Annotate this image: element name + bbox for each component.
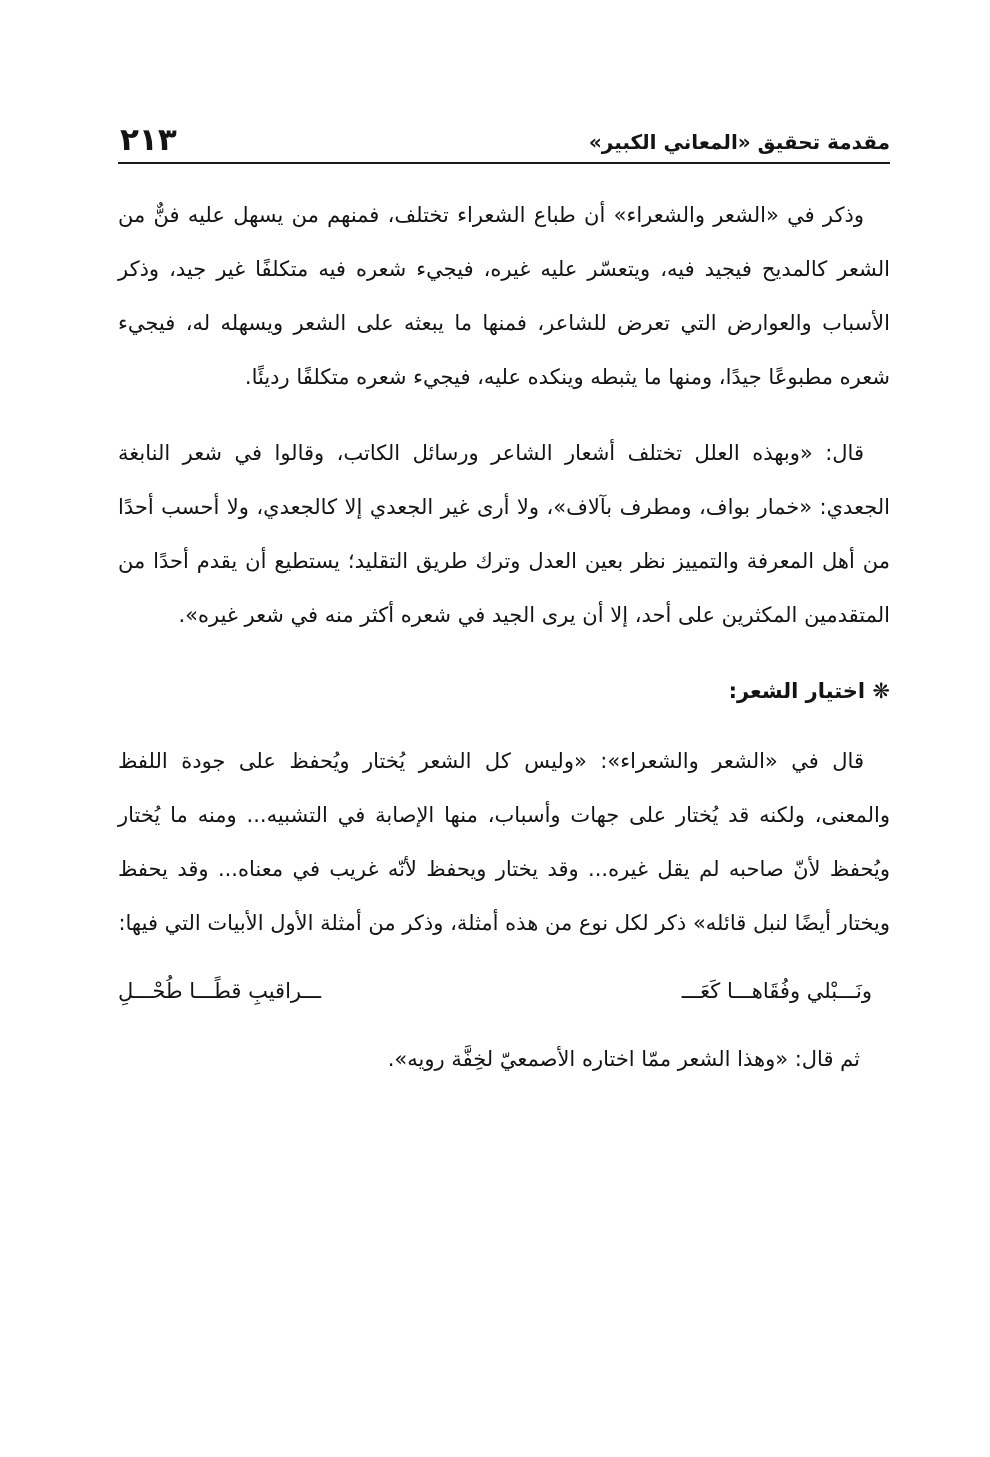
paragraph-1: وذكر في «الشعر والشعراء» أن طباع الشعراء تختلف، فمنهم من يسهل عليه فنٌّ من الشعر كالمديح فيجيد فيه، ويتعسّر عليه غيره، فيجيء شعره فيه متكلفًا غير جيد، وذكر الأسباب والعوارض التي تعرض للشاعر، فمنها ما يبعثه على الشعر ويسهله له، فيجيء شعره مطبوعًا جيدًا، ومنها ما يثبطه وينكده عليه، فيجيء شعره متكلفًا رديئًا. [118,203,890,389]
running-header [118,122,890,162]
closing-quote: ثم قال: «وهذا الشعر ممّا اختاره الأصمعيّ لخِفَّة رويه». [387,1047,860,1071]
header-rule [118,162,890,164]
poem-verse [118,964,890,1018]
paragraph-2: قال: «وبهذه العلل تختلف أشعار الشاعر ورسائل الكاتب، وقالوا في شعر النابغة الجعدي: «خمار بواف، ومطرف بآلاف»، ولا أرى غير الجعدي إلا كالجعدي، ولا أحسب أحدًا من أهل المعرفة والتمييز نظر بعين العدل وترك طريق التقليد؛ يستطيع أن يقدم أحدًا من المتقدمين المكثرين على أحد، إلا أن يرى الجيد في شعره أكثر منه في شعر غيره». [118,441,890,627]
paragraph-3: قال في «الشعر والشعراء»: «وليس كل الشعر يُختار ويُحفظ على جودة اللفظ والمعنى، ولكنه قد يُختار على جهات وأسباب، منها الإصابة في التشبيه... ومنه ما يُختار ويُحفظ لأنّ صاحبه لم يقل غيره... وقد يختار ويحفظ لأنّه غريب في معناه... وقد يحفظ ويختار أيضًا لنبل قائله» ذكر لكل نوع من هذه أمثلة، وذكر من أمثلة الأول الأبيات التي فيها: [118,749,890,935]
section-heading: ❋ اختيار الشعر: [728,679,890,703]
page-number: ٢١٣ [120,122,177,158]
verse-first-hemistich: ونَـــبْلي وفُقَاهـــا كَعَـــ [681,979,872,1003]
running-title: مقدمة تحقيق «المعاني الكبير» [588,130,890,154]
body-text [118,188,890,1086]
verse-second-hemistich: ـــراقيبِ قطًـــا طُحْـــلِ [118,979,321,1003]
